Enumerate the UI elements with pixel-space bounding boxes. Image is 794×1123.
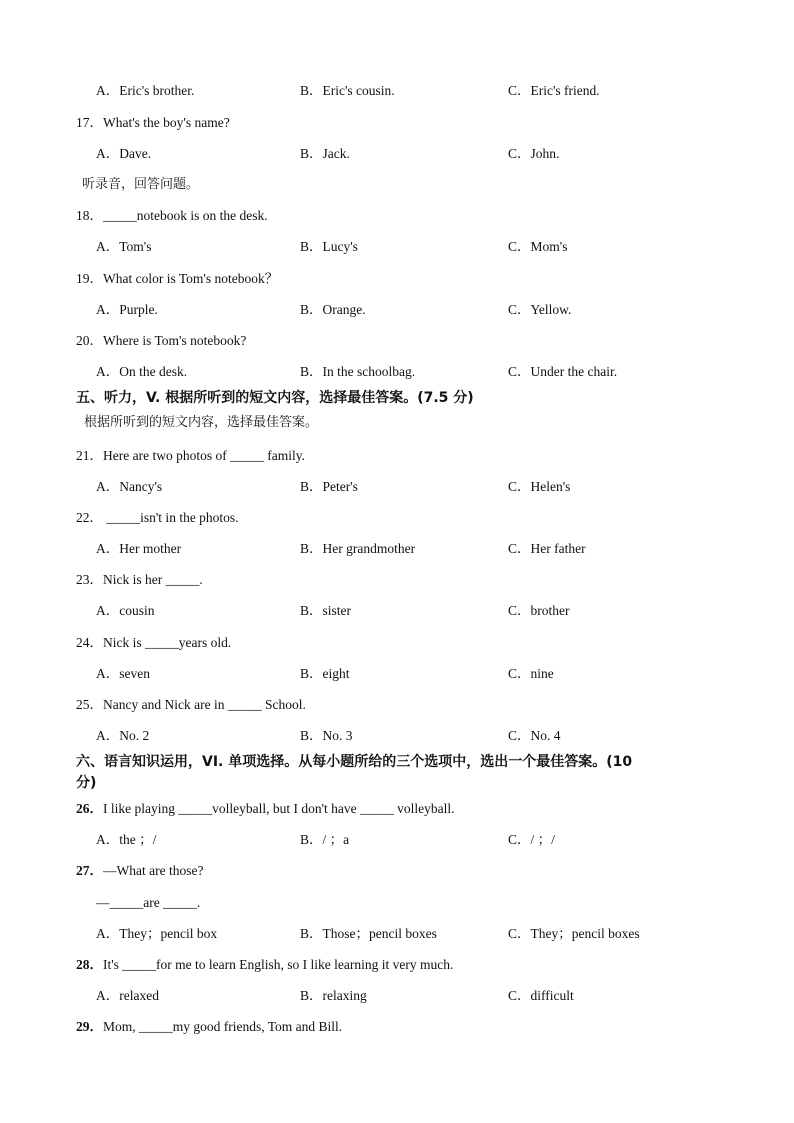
q25-option-a: A．No. 2 — [96, 728, 150, 743]
q17-option-b: B．Jack. — [300, 146, 350, 161]
question-25: 25．Nancy and Nick are in _____ School. — [76, 697, 306, 712]
question-number: 29． — [76, 1019, 103, 1034]
q18-option-c: C．Mom's — [508, 239, 568, 254]
q28-option-a: A．relaxed — [96, 988, 159, 1003]
q27-option-a: A．They；pencil box — [96, 926, 218, 941]
question-27-reply: —_____are _____. — [96, 895, 201, 910]
question-27 — [76, 862, 203, 880]
question-20: 20．Where is Tom's notebook? — [76, 333, 247, 348]
q26-option-c: C．/ ；/ — [508, 832, 555, 847]
question-text: I like playing _____volleyball, but I don't have _____ volleyball. — [103, 801, 455, 816]
q23-option-b: B．sister — [300, 603, 352, 618]
q27-option-b: B．Those；pencil boxes — [300, 926, 437, 941]
question-text: Mom, _____my good friends, Tom and Bill. — [103, 1019, 343, 1034]
q24-option-b: B．eight — [300, 666, 350, 681]
question-17: 17．What's the boy's name? — [76, 115, 230, 130]
question-text: It's _____for me to learn English, so I like learning it very much. — [103, 957, 454, 972]
question-18: 18．_____notebook is on the desk. — [76, 208, 268, 223]
q27-option-c: C．They；pencil boxes — [508, 926, 640, 941]
q23-option-c: C．brother — [508, 603, 570, 618]
q16-option-c: C．Eric's friend. — [508, 83, 600, 98]
q28-option-c: C．difficult — [508, 988, 574, 1003]
question-28 — [76, 956, 453, 974]
question-text: —What are those? — [103, 863, 204, 878]
question-19: 19．What color is Tom's notebook？ — [76, 271, 279, 286]
q20-option-b: B．In the schoolbag. — [300, 364, 416, 379]
q22-option-a: A．Her mother — [96, 541, 182, 556]
q21-option-c: C．Helen's — [508, 479, 571, 494]
q17-option-c: C．John. — [508, 146, 560, 161]
section-6-heading-cont: 分) — [76, 775, 97, 791]
q24-option-c: C．nine — [508, 666, 554, 681]
question-number: 27． — [76, 863, 103, 878]
section-5-instruction: 根据所听到的短文内容，选择最佳答案。 — [84, 415, 319, 430]
q21-option-a: A．Nancy's — [96, 479, 163, 494]
q18-option-a: A．Tom's — [96, 239, 152, 254]
q18-option-b: B．Lucy's — [300, 239, 358, 254]
question-21: 21．Here are two photos of _____ family. — [76, 448, 305, 463]
question-29 — [76, 1018, 342, 1036]
q16-option-a: A．Eric's brother. — [96, 83, 195, 98]
question-22: 22． _____isn't in the photos. — [76, 510, 239, 525]
q19-option-a: A．Purple. — [96, 302, 158, 317]
section-6-heading: 六、语言知识运用，VI. 单项选择。从每小题所给的三个选项中，选出一个最佳答案。(10 — [76, 754, 633, 770]
q25-option-b: B．No. 3 — [300, 728, 353, 743]
q26-option-a: A．the ；/ — [96, 832, 157, 847]
q22-option-c: C．Her father — [508, 541, 586, 556]
q23-option-a: A．cousin — [96, 603, 155, 618]
q19-option-c: C．Yellow. — [508, 302, 572, 317]
q25-option-c: C．No. 4 — [508, 728, 561, 743]
q16-option-b: B．Eric's cousin. — [300, 83, 395, 98]
q20-option-a: A．On the desk. — [96, 364, 188, 379]
q21-option-b: B．Peter's — [300, 479, 358, 494]
question-number: 28． — [76, 957, 103, 972]
listening-instruction: 听录音，回答问题。 — [82, 177, 200, 192]
question-24: 24．Nick is _____years old. — [76, 635, 232, 650]
q24-option-a: A．seven — [96, 666, 150, 681]
question-number: 26． — [76, 801, 103, 816]
q22-option-b: B．Her grandmother — [300, 541, 416, 556]
question-26 — [76, 800, 455, 818]
section-5-heading: 五、听力，V. 根据所听到的短文内容，选择最佳答案。(7.5 分) — [76, 390, 474, 406]
q28-option-b: B．relaxing — [300, 988, 367, 1003]
q17-option-a: A．Dave. — [96, 146, 152, 161]
q20-option-c: C．Under the chair. — [508, 364, 618, 379]
question-23: 23．Nick is her _____. — [76, 572, 203, 587]
q26-option-b: B．/ ；a — [300, 832, 350, 847]
q19-option-b: B．Orange. — [300, 302, 366, 317]
